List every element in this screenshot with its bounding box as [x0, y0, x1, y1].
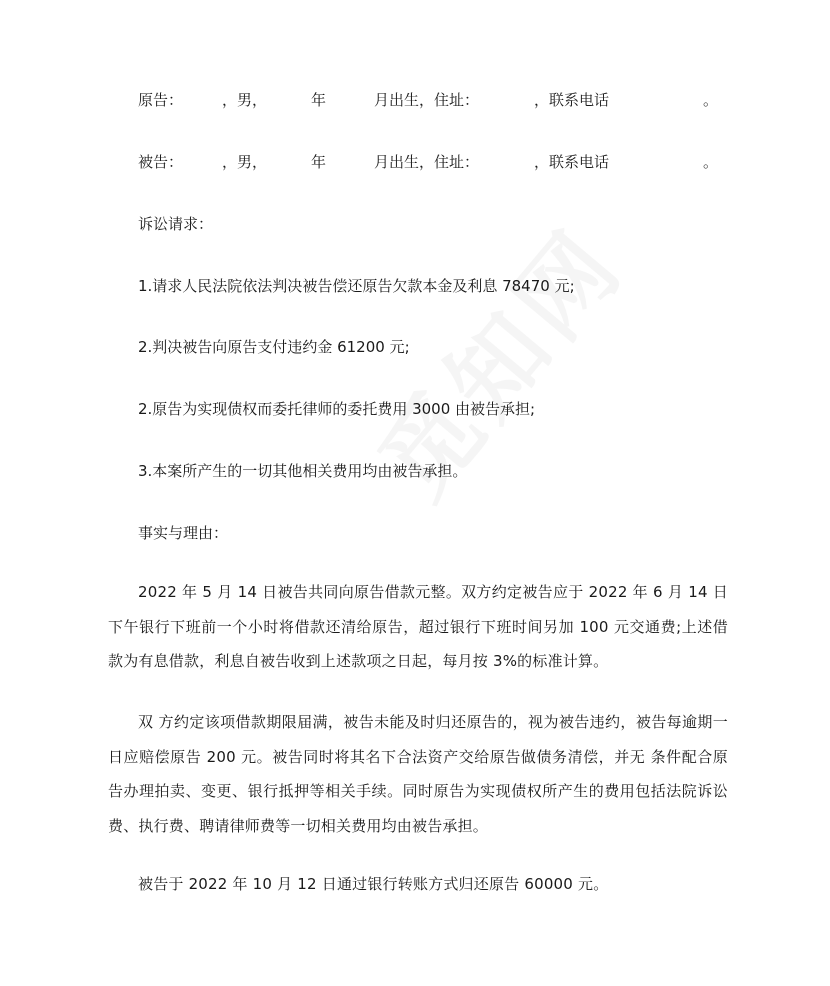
plaintiff-contact: ，联系电话 [534, 91, 610, 109]
defendant-gender: ，男， [222, 153, 268, 171]
claim-item-3: 2.原告为实现债权而委托律师的委托费用 3000 由被告承担; [138, 400, 536, 418]
plaintiff-label: 原告： [138, 91, 184, 109]
defendant-line [0, 152, 830, 172]
facts-paragraph-1: 2022 年 5 月 14 日被告共同向原告借款元整。双方约定被告应于 2022 年 6 月 14 日下午银行下班前一个小时将借款还清给原告，超过银行下班时间另加 100 元交通费;上述借款为有息借款，利息自被告收到上述款项之日起，每月按 3%的标准计算。 [108, 583, 728, 670]
claims-heading: 诉讼请求： [138, 215, 214, 233]
claim-item-4: 3.本案所产生的一切其他相关费用均由被告承担。 [138, 462, 468, 480]
plaintiff-year: 年 [311, 91, 327, 109]
plaintiff-line [0, 90, 830, 110]
defendant-end: 。 [703, 153, 719, 171]
facts-heading: 事实与理由： [138, 524, 229, 542]
plaintiff-gender: ，男， [222, 91, 268, 109]
facts-paragraph-3: 被告于 2022 年 10 月 12 日通过银行转账方式归还原告 60000 元。 [138, 875, 609, 893]
plaintiff-birth-address: 月出生，住址： [374, 91, 480, 109]
plaintiff-end: 。 [703, 91, 719, 109]
defendant-birth-address: 月出生，住址： [374, 153, 480, 171]
facts-paragraph-2: 双 方约定该项借款期限届满，被告未能及时归还原告的，视为被告违约，被告每逾期一日应赔偿原告 200 元。被告同时将其名下合法资产交给原告做债务清偿，并无 条件配合原告办理拍卖、变更、银行抵押等相关手续。同时原告为实现债权所产生的费用包括法院诉讼费、执行费、聘请律师费等一切相关费用均由被告承担。 [108, 713, 728, 835]
defendant-contact: ，联系电话 [534, 153, 610, 171]
defendant-label: 被告： [138, 153, 184, 171]
defendant-year: 年 [311, 153, 327, 171]
claim-item-1: 1.请求人民法院依法判决被告偿还原告欠款本金及利息 78470 元; [138, 277, 575, 295]
claim-item-2: 2.判决被告向原告支付违约金 61200 元; [138, 338, 410, 356]
